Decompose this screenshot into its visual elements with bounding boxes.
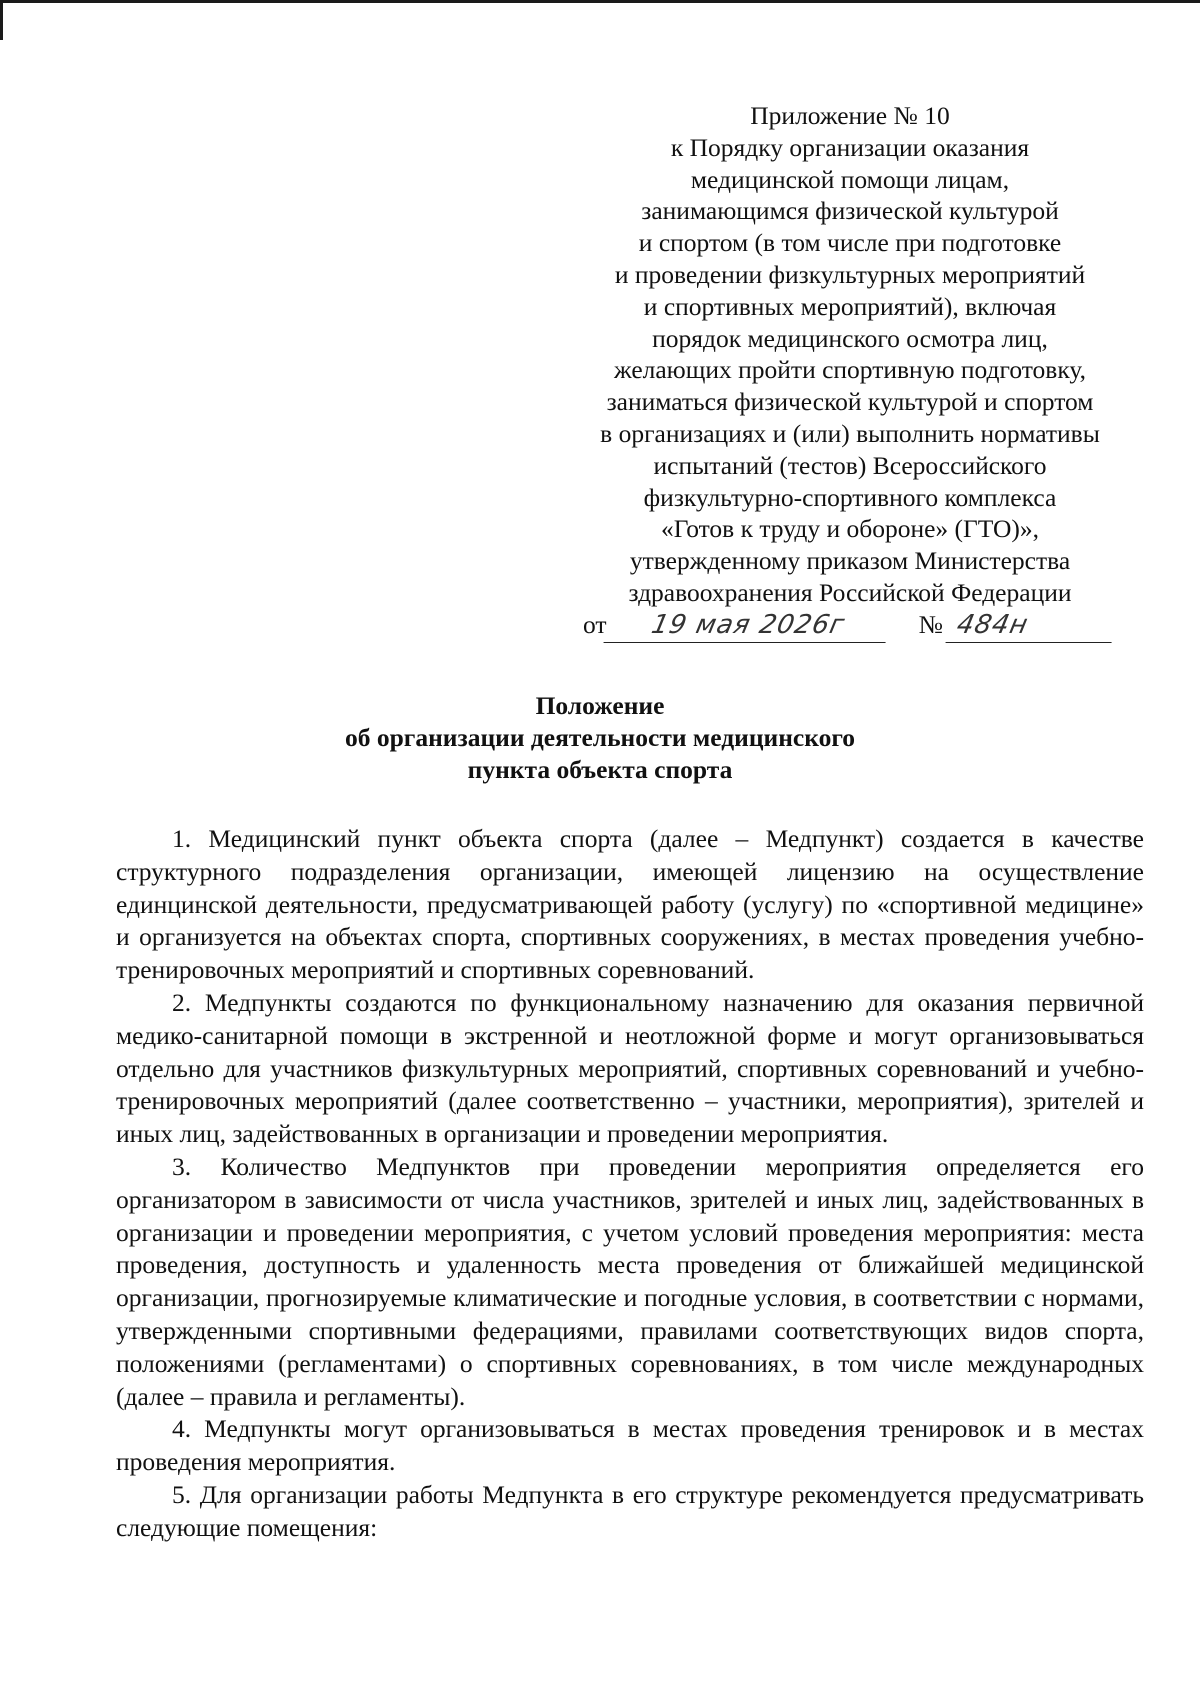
appendix-line: занимающимся физической культурой xyxy=(641,196,1059,226)
title-line: об организации деятельности медицинского xyxy=(344,723,856,752)
appendix-line: утвержденному приказом Министерства xyxy=(629,546,1071,576)
handwritten-date: 19 мая 2026г xyxy=(603,610,892,643)
appendix-line: порядок медицинского осмотра лиц, xyxy=(652,323,1048,353)
paragraph-3: 3. Количество Медпунктов при проведении мероприятия определяется его организатором в зависимости от числа участников, зрителей и иных лиц, задействованных в организации и проведении мероприятия, с учетом условий проведения мероприятия: места проведения, доступность и удаленность места проведения от ближайшей медицинской организации, прогнозируемые климатические и погодные условия, в соответствии с нормами, утвержденными спортивными федерациями, правилами соответствующих видов спорта, положениями (регламентами) о спортивных соревнованиях, в том числе международных (далее – правила и регламенты). xyxy=(116,1151,1144,1411)
appendix-header xyxy=(560,100,1140,641)
handwritten-number: 484н xyxy=(946,610,1119,643)
appendix-line: испытаний (тестов) Всероссийского xyxy=(653,450,1047,480)
paragraph-5: 5. Для организации работы Медпункта в его структуре рекомендуется предусматривать следующие помещения: xyxy=(116,1479,1144,1542)
appendix-line: и проведении физкультурных мероприятий xyxy=(614,259,1086,289)
appendix-line: к Порядку организации оказания xyxy=(670,132,1030,162)
appendix-line: и спортивных мероприятий), включая xyxy=(643,291,1057,321)
title-line: пункта объекта спорта xyxy=(467,755,733,784)
appendix-line: в организациях и (или) выполнить нормативы xyxy=(600,418,1100,448)
paragraph-4: 4. Медпункты могут организовываться в местах проведения тренировок и в местах проведения мероприятия. xyxy=(116,1414,1144,1477)
page-edge xyxy=(0,0,1200,3)
from-label: от xyxy=(583,609,607,639)
appendix-line: желающих пройти спортивную подготовку, xyxy=(614,355,1086,385)
title-line: Положение xyxy=(535,691,665,720)
appendix-line: заниматься физической культурой и спортом xyxy=(606,387,1094,417)
appendix-line: Приложение № 10 xyxy=(750,101,950,130)
appendix-line: «Готов к труду и обороне» (ГТО)», xyxy=(660,514,1040,544)
document-title xyxy=(0,690,1200,786)
paragraph-1: 1. Медицинский пункт объекта спорта (далее – Медпункт) создается в качестве структурного подразделения организации, имеющей лицензию на осуществление единцинской деятельности, предусматривающей работу (услугу) по «спортивной медицине» и организуется на объектах спорта, спортивных сооружениях, в местах проведения учебно-тренировочных мероприятий и спортивных соревнований. xyxy=(116,824,1144,985)
appendix-line: медицинской помощи лицам, xyxy=(690,164,1010,194)
order-reference xyxy=(560,609,1140,641)
paragraph-2: 2. Медпункты создаются по функциональному назначению для оказания первичной медико-санитарной помощи в экстренной и неотложной форме и могут организовываться отдельно для участников физкультурных мероприятий, спортивных соревнований и учебно-тренировочных мероприятий (далее соответственно – участники, мероприятия), зрителей и иных лиц, задействованных в организации и проведении мероприятия. xyxy=(116,987,1144,1149)
appendix-line: и спортом (в том числе при подготовке xyxy=(638,228,1062,258)
number-label: № xyxy=(918,609,943,639)
document-body xyxy=(116,823,1144,1545)
appendix-line: здравоохранения Российской Федерации xyxy=(628,577,1072,607)
page-edge xyxy=(0,0,3,40)
appendix-line: физкультурно-спортивного комплекса xyxy=(643,482,1057,512)
